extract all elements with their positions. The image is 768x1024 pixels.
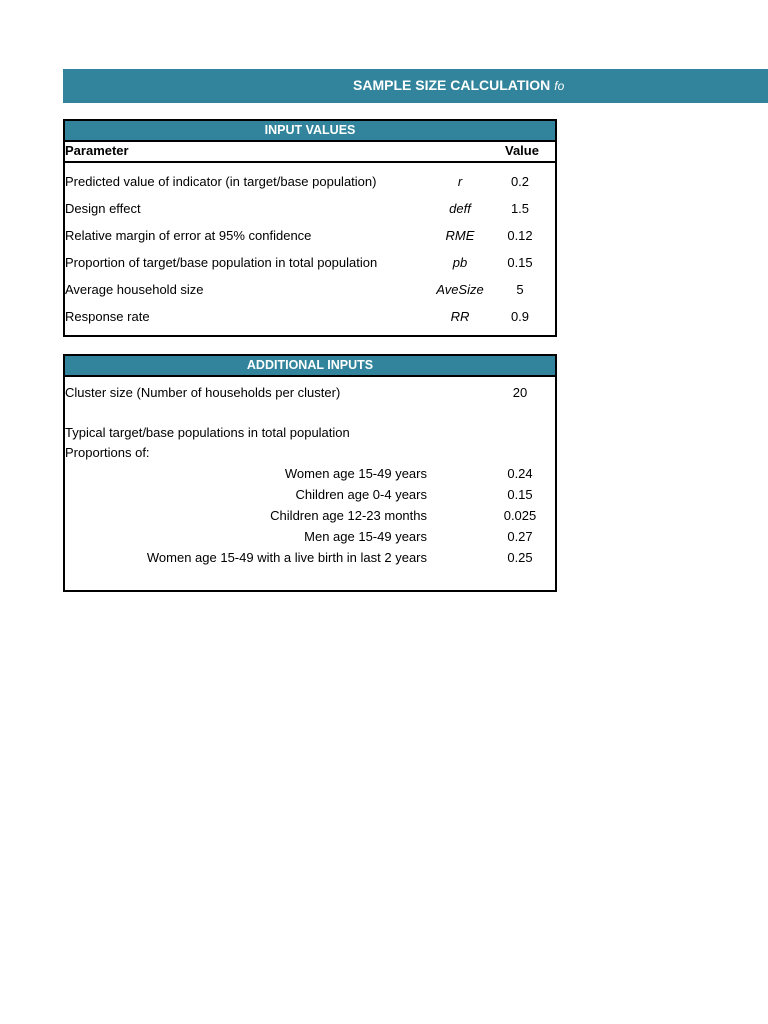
list-item [65, 529, 555, 550]
parameter-symbol: RME [445, 228, 475, 243]
input-values-table [63, 119, 557, 337]
population-label: Men age 15-49 years [304, 529, 427, 544]
title-banner [63, 69, 768, 103]
list-item [65, 466, 555, 487]
table-row [65, 201, 555, 228]
table-row [65, 255, 555, 282]
population-value[interactable]: 0.025 [503, 508, 537, 523]
table-row [65, 309, 555, 336]
parameter-symbol: deff [449, 201, 471, 216]
parameter-value[interactable]: 0.2 [510, 174, 530, 189]
cluster-size-label: Cluster size (Number of households per cluster) [65, 385, 341, 400]
parameter-label: Response rate [65, 309, 150, 324]
parameter-value[interactable]: 1.5 [510, 201, 530, 216]
parameter-label: Average household size [65, 282, 204, 297]
table-row [65, 228, 555, 255]
typical-populations-label: Typical target/base populations in total population [65, 425, 350, 440]
parameter-value[interactable]: 5 [516, 282, 524, 297]
proportions-row [65, 445, 555, 466]
table-row [65, 282, 555, 309]
additional-inputs-header: ADDITIONAL INPUTS [65, 356, 555, 377]
list-item [65, 550, 555, 571]
banner-title-text: SAMPLE SIZE CALCULATION [353, 77, 551, 93]
proportions-label: Proportions of: [65, 445, 150, 460]
parameter-value[interactable]: 0.12 [507, 228, 533, 243]
parameter-value[interactable]: 0.9 [510, 309, 530, 324]
population-label: Women age 15-49 with a live birth in last 2 years [146, 550, 427, 565]
parameter-column-header: Parameter [65, 143, 129, 158]
parameter-symbol: AveSize [436, 282, 484, 297]
table-row [65, 174, 555, 201]
list-item [65, 508, 555, 529]
input-values-column-headers [65, 142, 555, 163]
parameter-label: Proportion of target/base population in total population [65, 255, 378, 270]
banner-title-suffix: fo [554, 79, 565, 93]
population-value[interactable]: 0.27 [507, 529, 533, 544]
parameter-symbol: pb [452, 255, 468, 270]
parameter-symbol: RR [450, 309, 470, 324]
parameter-symbol: r [457, 174, 463, 189]
population-label: Women age 15-49 years [284, 466, 427, 481]
parameter-label: Predicted value of indicator (in target/base population) [65, 174, 377, 189]
parameter-label: Design effect [65, 201, 141, 216]
parameter-value[interactable]: 0.15 [507, 255, 533, 270]
population-value[interactable]: 0.15 [507, 487, 533, 502]
cluster-size-value[interactable]: 20 [512, 385, 528, 400]
cluster-size-row [65, 385, 555, 425]
parameter-label: Relative margin of error at 95% confidence [65, 228, 312, 243]
typical-populations-row [65, 425, 555, 445]
list-item [65, 487, 555, 508]
input-values-header: INPUT VALUES [65, 121, 555, 142]
population-label: Children age 12-23 months [270, 508, 427, 523]
banner-title [353, 77, 564, 93]
additional-inputs-table [63, 354, 557, 592]
population-label: Children age 0-4 years [295, 487, 427, 502]
population-value[interactable]: 0.25 [507, 550, 533, 565]
value-column-header: Value [505, 143, 539, 158]
population-value[interactable]: 0.24 [507, 466, 533, 481]
